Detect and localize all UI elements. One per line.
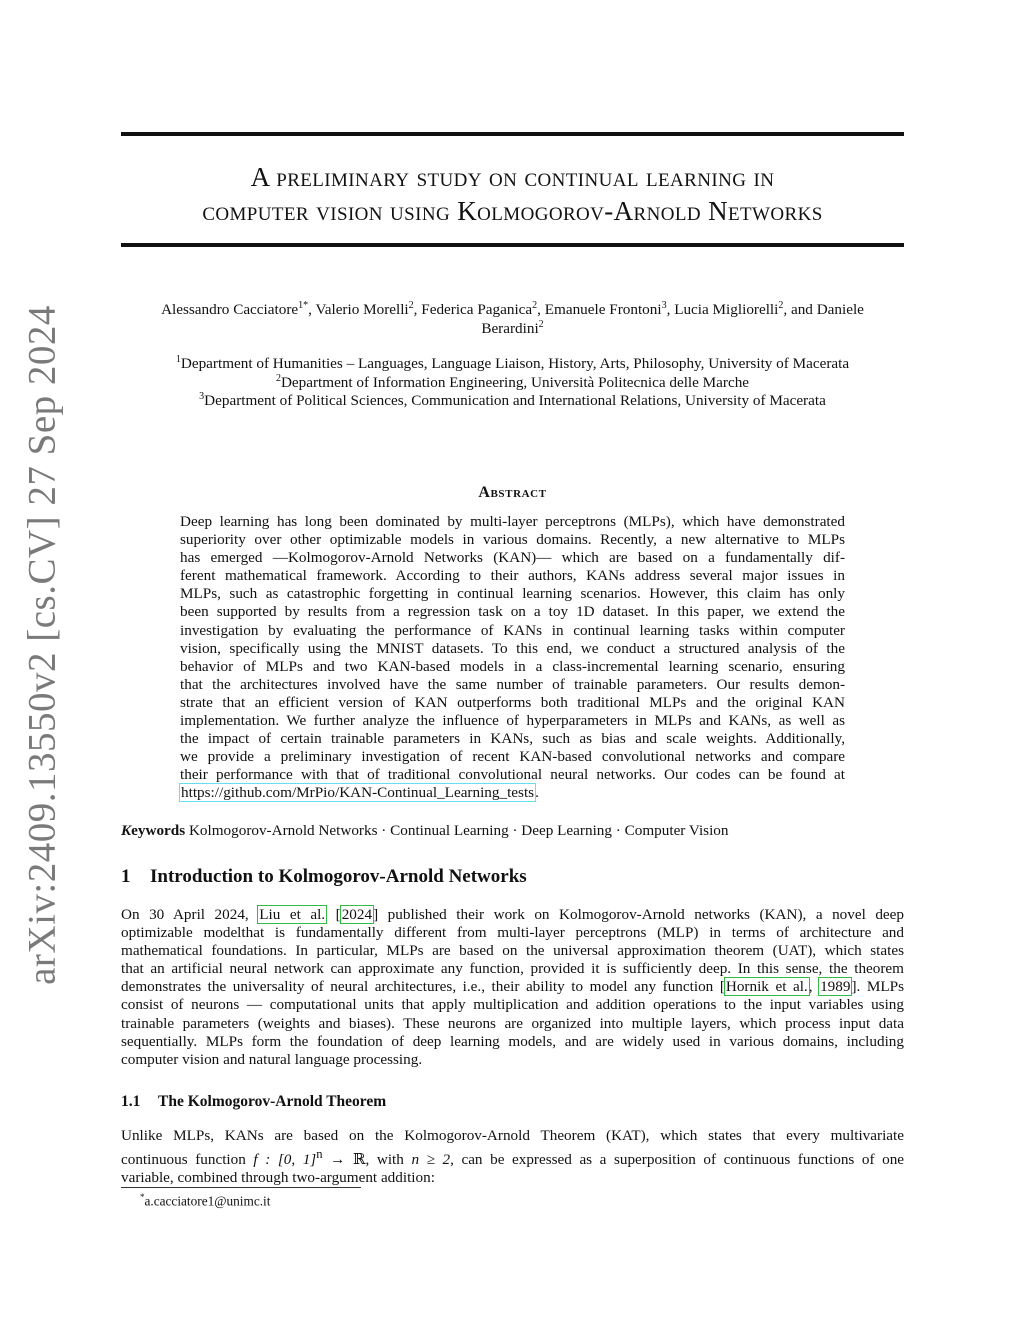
abstract-line: their performance with that of traditional convolutional neural networks. Our codes can be found at <box>180 766 845 784</box>
intro-text: demonstrates the universality of neural architectures, i.e., their ability to model any function <box>121 978 714 996</box>
kat-line: variable, combined through two-argument addition: <box>121 1169 435 1187</box>
intro-paragraph <box>121 906 904 1069</box>
intro-line: On 30 April 2024, Liu et al. [2024] published their work on Kolmogorov-Arnold networks (KAN), a novel deep <box>121 906 905 923</box>
abstract-line: implementation. We further analyze the influence of hyperparameters in MLPs and KANs, as well as <box>180 712 845 730</box>
intro-text: . MLPs <box>856 978 905 996</box>
author-list <box>121 300 904 338</box>
kat-paragraph <box>121 1127 904 1187</box>
keywords-text: Kolmogorov-Arnold Networks · Continual Learning · Deep Learning · Computer Vision <box>188 822 729 839</box>
math-rest: → ℝ <box>322 1151 366 1169</box>
abstract-line: strate that an efficient version of KAN outperforms both traditional MLPs and the original KAN <box>180 693 845 711</box>
kat-text: , with <box>365 1151 404 1169</box>
affiliation-1 <box>121 355 904 374</box>
section-number: 1 <box>121 866 131 887</box>
footnote <box>140 1192 270 1209</box>
title-rule-top <box>121 132 904 136</box>
abstract-line: MLPs, such as catastrophic forgetting in continual learning scenarios. However, this claim has only <box>180 585 845 603</box>
citation-year-link[interactable]: 1989 <box>820 978 851 996</box>
footnote-rule <box>121 1187 361 1188</box>
intro-line: demonstrates the universality of neural architectures, i.e., their ability to model any function [Hornik et al., 1989]. MLPs <box>121 978 905 996</box>
keywords <box>121 822 904 840</box>
keywords-label-k: K <box>121 822 132 839</box>
section-title: Introduction to Kolmogorov-Arnold Networks <box>150 866 527 887</box>
author-name: , Lucia Migliorelli <box>666 301 779 318</box>
author-mark: 2 <box>532 299 538 311</box>
footnote-mark: * <box>140 1192 145 1202</box>
abstract-line: we provide a preliminary investigation of recent KAN-based convolutional networks and compare <box>180 748 845 766</box>
kat-text: , can be expressed as a superposition of continuous functions of one <box>450 1151 905 1169</box>
github-link[interactable]: https://github.com/MrPio/KAN-Continual_Learning_tests <box>181 784 535 802</box>
author-mark: 1* <box>298 299 309 311</box>
intro-line: optimizable modelthat is fundamentally different from multi-layer perceptrons (MLP) in terms of architecture and <box>121 924 904 942</box>
math-n: n <box>316 1147 323 1162</box>
author-mark: 2 <box>408 299 414 311</box>
paper-title <box>121 160 904 228</box>
affiliations <box>121 355 904 411</box>
author-name: Alessandro Cacciatore <box>161 301 299 318</box>
abstract-line: superiority over other optimizable models in various domains. Recently, a new alternative to MLPs <box>180 531 845 549</box>
intro-line: consist of neurons — computational units that apply multiplication and addition operations to the input variables using <box>121 996 904 1014</box>
arxiv-stamp: arXiv:2409.13550v2 [cs.CV] 27 Sep 2024 <box>20 305 64 985</box>
abstract-body <box>180 513 845 803</box>
keywords-label-rest: eywords <box>131 822 186 839</box>
author-line-2 <box>121 319 904 338</box>
affiliation-3 <box>121 392 904 411</box>
subsection-number: 1.1 <box>121 1093 141 1110</box>
author-mark: 2 <box>778 299 784 311</box>
section-1-heading <box>121 866 527 888</box>
subsection-1-1-heading <box>121 1093 386 1111</box>
author-mark: 3 <box>661 299 667 311</box>
math-f: f : [0, 1] <box>253 1151 317 1169</box>
intro-line: computer vision and natural language processing. <box>121 1050 423 1068</box>
title-rule-bottom <box>121 243 904 247</box>
kat-text: continuous function <box>121 1151 246 1169</box>
abstract-line: been supported by results from a regression task on a toy 1D dataset. In this paper, we extend the <box>180 603 845 621</box>
abstract-line: has emerged —Kolmogorov-Arnold Networks (KAN)— which are based on a fundamentally dif- <box>180 549 845 567</box>
intro-line: mathematical foundations. In particular, MLPs are based on the universal approximation theorem (UAT), which states <box>121 942 904 960</box>
title-line-2: computer vision using Kolmogorov-Arnold Networks <box>202 196 823 226</box>
affiliation-text: Department of Humanities – Languages, Language Liaison, History, Arts, Philosophy, University of Macerata <box>180 355 850 372</box>
subsection-title: The Kolmogorov-Arnold Theorem <box>158 1093 387 1110</box>
abstract-line: Deep learning has long been dominated by multi-layer perceptrons (MLPs), which have demonstrated <box>180 513 845 530</box>
affiliation-text: Department of Political Sciences, Communication and International Relations, University of Macerata <box>204 392 826 409</box>
citation-year-link[interactable]: 2024 <box>341 906 373 923</box>
affiliation-text: Department of Information Engineering, Università Politecnica delle Marche <box>280 373 750 391</box>
author-name: Berardini <box>481 320 539 337</box>
math-function <box>253 1147 366 1169</box>
citation-link[interactable]: Hornik et al. <box>725 978 808 996</box>
author-name: , Emanuele Frontoni <box>537 301 662 318</box>
intro-line: that an artificial neural network can approximate any function, provided it is sufficiently deep. In this sense, the theorem <box>121 960 904 978</box>
kat-line <box>121 1145 904 1169</box>
abstract-line: investigation by evaluating the performance of KANs in continual learning tasks within computer <box>180 621 845 639</box>
abstract-line: behavior of MLPs and two KAN-based models in a class-incremental learning scenario, ensuring <box>180 657 845 675</box>
author-name: , and Daniele <box>783 301 864 318</box>
abstract-line: that the architectures involved have the same number of trainable parameters. Our results demon- <box>180 675 845 693</box>
citation-link[interactable]: Liu et al. <box>259 906 326 923</box>
intro-line: trainable parameters (weights and biases). These neurons are organized into multiple layers, which process input data <box>121 1014 904 1032</box>
abstract-line: vision, specifically using the MNIST datasets. To this end, we conduct a structured analysis of the <box>180 639 845 657</box>
intro-line: sequentially. MLPs form the foundation of deep learning models, and are widely used in various domains, including <box>121 1032 904 1050</box>
author-name: , Valerio Morelli <box>308 301 409 318</box>
author-mark: 2 <box>538 318 544 330</box>
kat-line: Unlike MLPs, KANs are based on the Kolmogorov-Arnold Theorem (KAT), which states that every multivariate <box>121 1127 904 1144</box>
affiliation-2 <box>121 374 904 393</box>
title-line-1: A preliminary study on continual learning in <box>250 162 775 192</box>
abstract-line: the impact of certain trainable parameters in KANs, such as bias and scale weights. Additionally, <box>180 730 845 748</box>
keywords-label <box>121 822 185 839</box>
author-name: , Federica Paganica <box>413 301 533 318</box>
affiliation-mark: 1 <box>175 353 181 365</box>
abstract-last-line <box>180 784 845 802</box>
math-condition: n ≥ 2 <box>411 1151 451 1169</box>
link-suffix: . <box>535 784 539 802</box>
author-line-1 <box>121 300 904 319</box>
affiliation-mark: 2 <box>275 372 281 384</box>
intro-text: published their work on Kolmogorov-Arnold networks (KAN), a novel deep <box>387 906 905 923</box>
affiliation-mark: 3 <box>199 390 205 402</box>
abstract-heading: Abstract <box>478 484 547 501</box>
abstract-line: ferent mathematical framework. According to their authors, KANs address several major issues in <box>180 567 845 585</box>
intro-text: On 30 April 2024, <box>121 906 249 923</box>
footnote-email[interactable]: a.cacciatore1@unimc.it <box>144 1193 271 1209</box>
